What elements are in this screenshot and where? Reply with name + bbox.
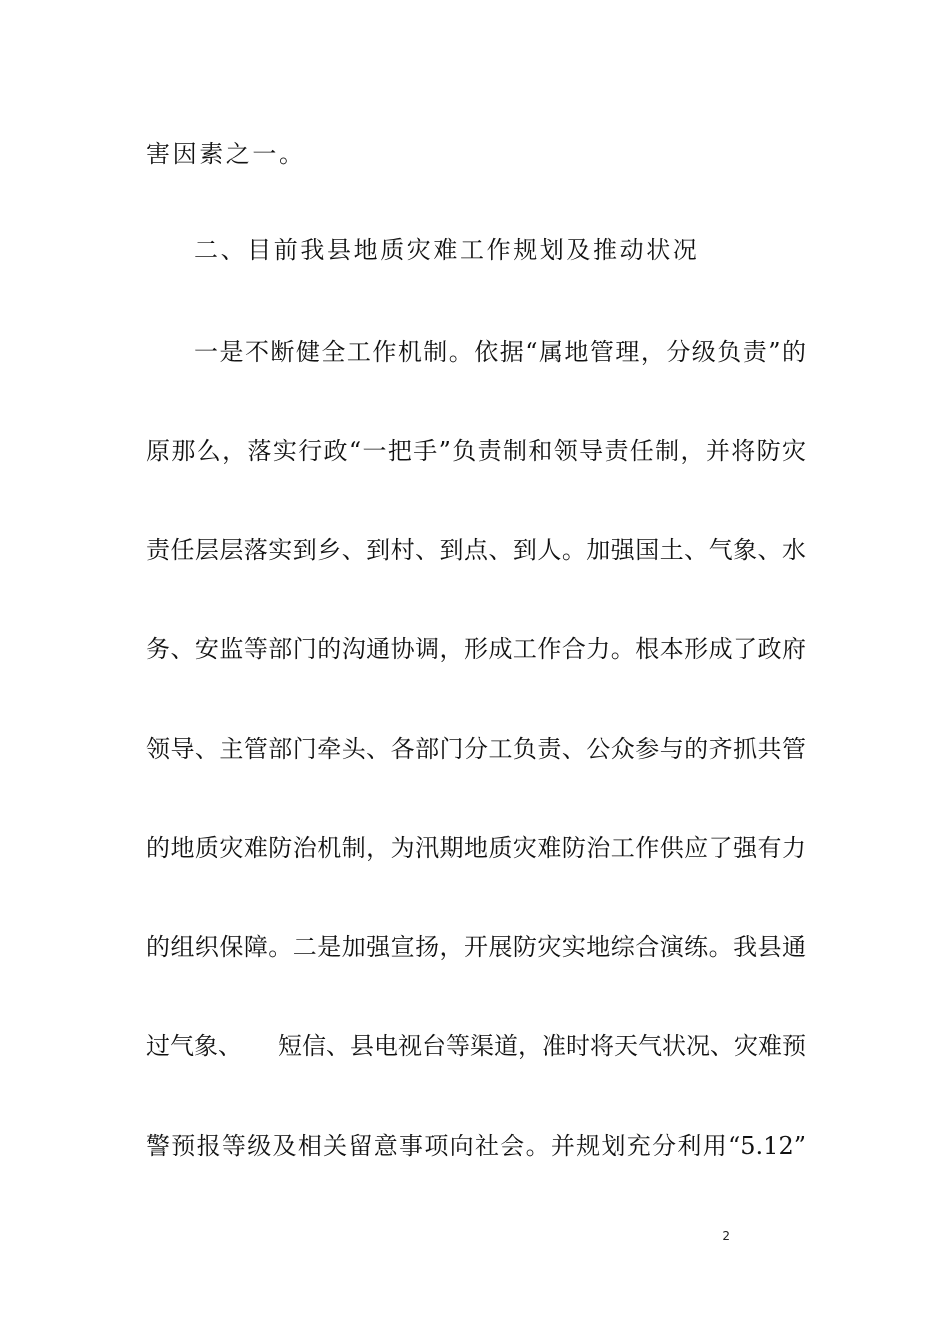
section-heading: 二、目前我县地质灾难工作规划及推动状况: [194, 236, 700, 264]
paragraph-line: 一是不断健全工作机制。依据“属地管理，分级负责”的: [194, 338, 806, 366]
paragraph-line: 责任层层落实到乡、到村、到点、到人。加强国土、气象、水: [146, 536, 806, 564]
paragraph-line: 过气象、 短信、县电视台等渠道，准时将天气状况、灾难预: [146, 1032, 806, 1060]
paragraph-line: 害因素之一。: [146, 140, 306, 168]
paragraph-line: 原那么，落实行政“一把手”负责制和领导责任制，并将防灾: [146, 437, 806, 465]
paragraph-line: 警预报等级及相关留意事项向社会。并规划充分利用“5.12”: [146, 1132, 806, 1160]
paragraph-line: 的地质灾难防治机制，为汛期地质灾难防治工作供应了强有力: [146, 834, 806, 862]
paragraph-line: 领导、主管部门牵头、各部门分工负责、公众参与的齐抓共管: [146, 735, 806, 763]
paragraph-line: 的组织保障。二是加强宣扬，开展防灾实地综合演练。我县通: [146, 933, 806, 961]
page-number: 2: [722, 1229, 730, 1243]
paragraph-line: 务、安监等部门的沟通协调，形成工作合力。根本形成了政府: [146, 635, 806, 663]
